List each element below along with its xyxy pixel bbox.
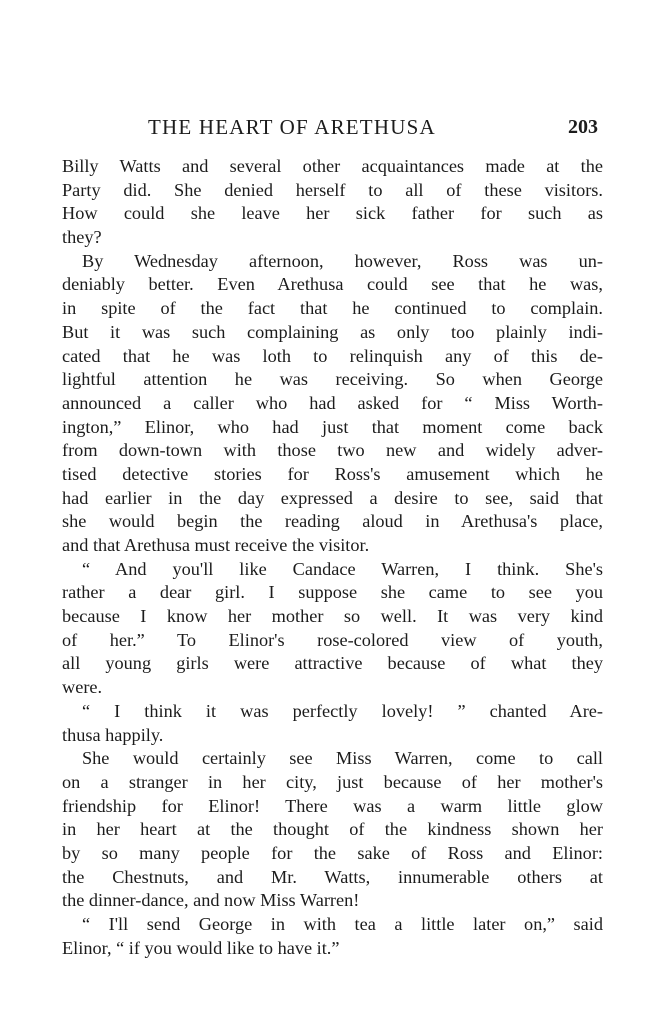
- text-line: How could she leave her sick father for such as: [62, 203, 603, 224]
- text-line: tised detective stories for Ross's amusement which he: [62, 463, 603, 484]
- text-line: announced a caller who had asked for “ Miss Worth-: [62, 392, 603, 413]
- text-line: By Wednesday afternoon, however, Ross was un-: [82, 250, 603, 271]
- text-line: she would begin the reading aloud in Arethusa's place,: [62, 511, 603, 532]
- text-line: of her.” To Elinor's rose-colored view of youth,: [62, 629, 603, 650]
- text-line: and that Arethusa must receive the visitor.: [62, 535, 370, 555]
- text-line: Party did. She denied herself to all of these visitors.: [62, 179, 603, 200]
- text-line: But it was such complaining as only too plainly indi-: [62, 321, 603, 342]
- text-line: because I know her mother so well. It was very kind: [62, 606, 603, 627]
- text-line: were.: [62, 677, 103, 698]
- text-line: deniably better. Even Arethusa could see that he was,: [62, 274, 603, 295]
- text-line: in spite of the fact that he continued to complain.: [62, 298, 603, 319]
- text-line: friendship for Elinor! There was a warm little glow: [62, 795, 603, 816]
- running-title: THE HEART OF ARETHUSA: [148, 115, 436, 139]
- text-line: “ I'll send George in with tea a little later on,” said: [82, 914, 603, 934]
- text-line: “ I think it was perfectly lovely! ” chanted Are-: [82, 700, 603, 721]
- text-line: She would certainly see Miss Warren, come to call: [82, 748, 603, 769]
- text-line: they?: [62, 227, 102, 248]
- text-line: cated that he was loth to relinquish any of this de-: [62, 345, 603, 366]
- text-line: “ And you'll like Candace Warren, I think. She's: [82, 558, 603, 579]
- text-line: from down-town with those two new and widely adver-: [62, 440, 603, 461]
- text-line: in her heart at the thought of the kindness shown her: [62, 819, 603, 840]
- text-line: the Chestnuts, and Mr. Watts, innumerable others at: [62, 866, 603, 887]
- text-line: by so many people for the sake of Ross and Elinor:: [62, 842, 603, 863]
- text-line: thusa happily.: [62, 724, 164, 745]
- text-line: Elinor, “ if you would like to have it.”: [62, 937, 340, 958]
- body-text: [62, 155, 603, 960]
- text-line: the dinner-dance, and now Miss Warren!: [62, 890, 360, 911]
- text-line: on a stranger in her city, just because of her mother's: [62, 771, 603, 792]
- text-line: rather a dear girl. I suppose she came to see you: [62, 582, 603, 603]
- text-line: had earlier in the day expressed a desire to see, said that: [62, 487, 603, 508]
- text-line: all young girls were attractive because of what they: [62, 653, 603, 674]
- page-number: 203: [568, 116, 598, 138]
- text-line: lightful attention he was receiving. So when George: [62, 369, 603, 390]
- running-head: [60, 112, 604, 142]
- text-line: ington,” Elinor, who had just that moment come back: [62, 416, 603, 437]
- text-line: Billy Watts and several other acquaintances made at the: [62, 156, 603, 176]
